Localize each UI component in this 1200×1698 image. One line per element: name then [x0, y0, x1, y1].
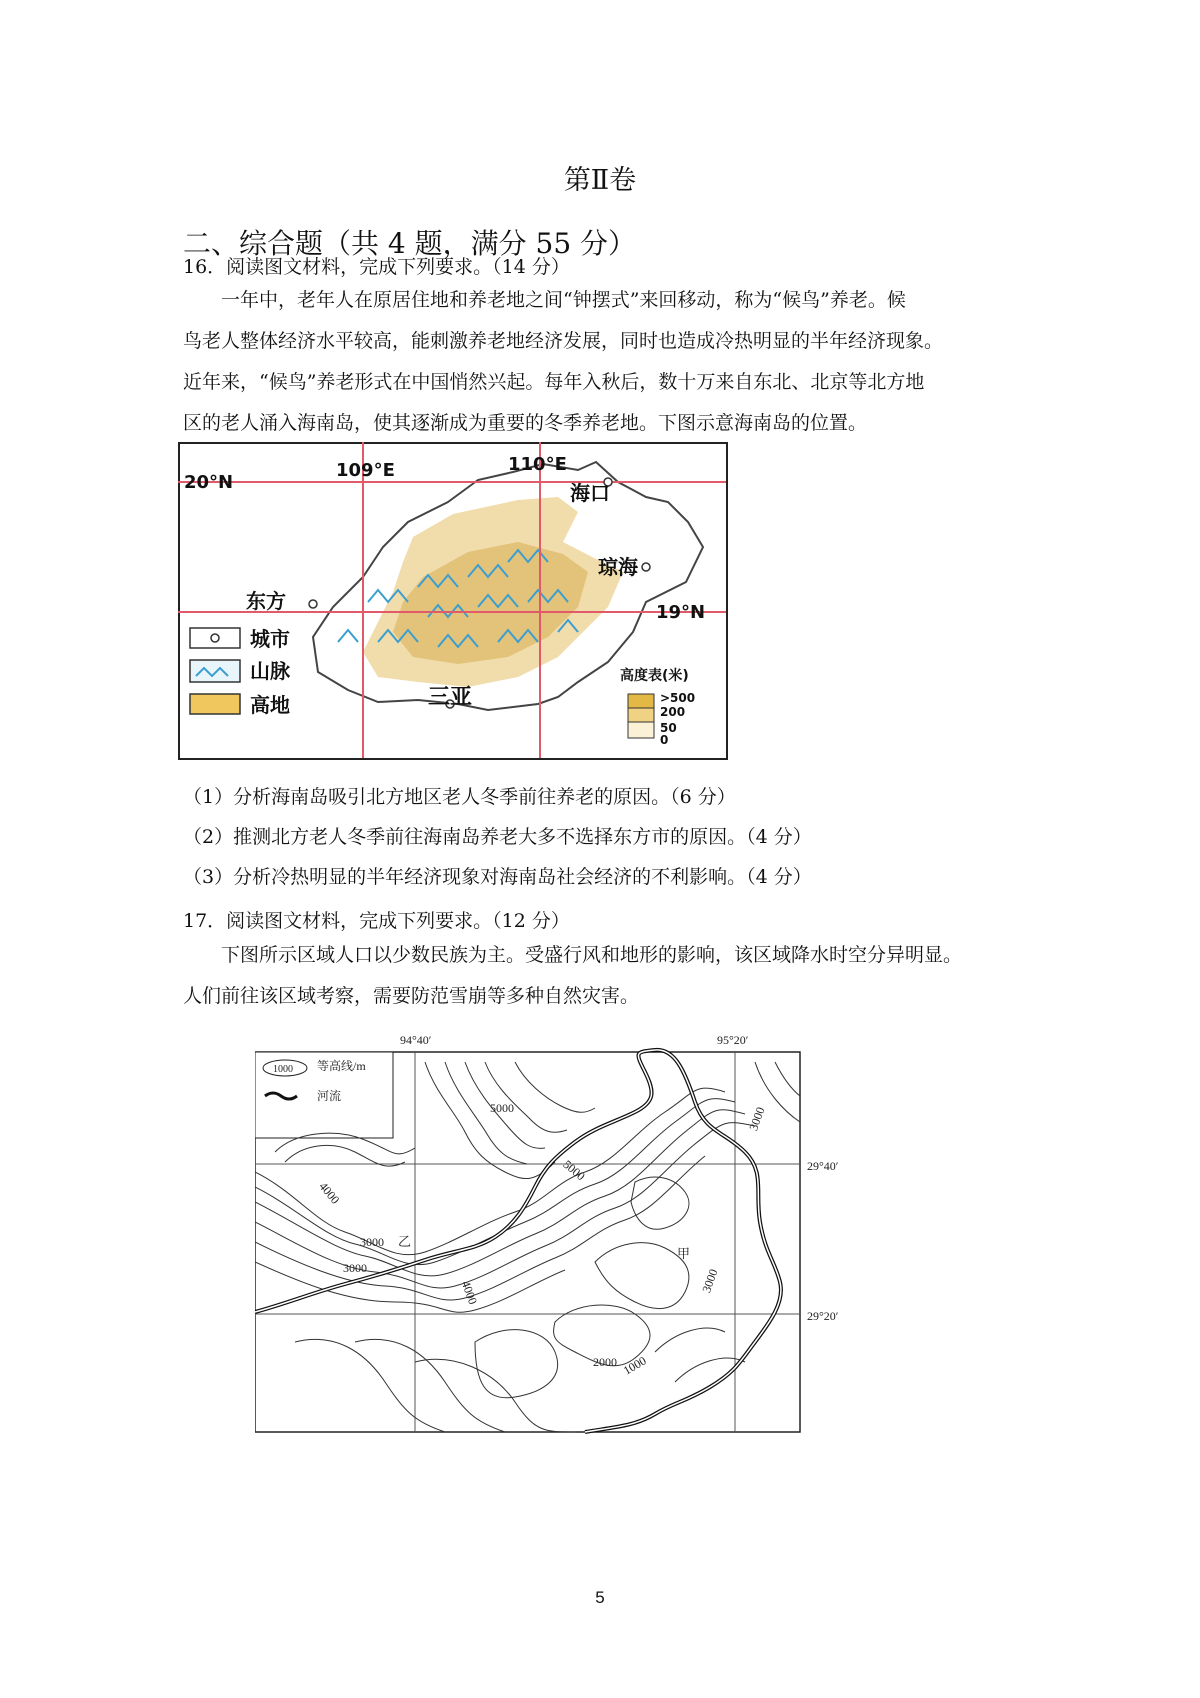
hainan-map — [178, 442, 738, 762]
lat-label: 29°20′ — [807, 1309, 839, 1323]
contour-map — [255, 1022, 875, 1440]
lon-label: 110°E — [508, 454, 567, 475]
legend-city: 城市 — [250, 627, 290, 651]
paragraph-line: 近年来，“候鸟”养老形式在中国悄然兴起。每年入秋后，数十万来自东北、北京等北方地 — [183, 371, 925, 393]
city-label: 三亚 — [428, 685, 473, 710]
place-label-yi: 乙 — [398, 1234, 412, 1249]
contour-label: 3000 — [746, 1105, 768, 1133]
section-title: 二、综合题（共 4 题，满分 55 分） — [183, 227, 637, 260]
legend-sample: 1000 — [273, 1064, 293, 1075]
question-16-heading: 16．阅读图文材料，完成下列要求。（14 分） — [183, 256, 570, 278]
sub-question: （3）分析冷热明显的半年经济现象对海南岛社会经济的不利影响。（4 分） — [183, 866, 812, 888]
question-17-heading: 17．阅读图文材料，完成下列要求。（12 分） — [183, 910, 570, 932]
place-label-jia: 甲 — [677, 1246, 691, 1261]
paragraph-line: 下图所示区域人口以少数民族为主。受盛行风和地形的影响，该区域降水时空分异明显。 — [221, 944, 963, 966]
city-label: 海口 — [570, 481, 610, 505]
lon-label: 95°20′ — [717, 1033, 749, 1047]
legend-river: 河流 — [317, 1089, 342, 1103]
page-number: 5 — [595, 1588, 605, 1607]
sub-question: （1）分析海南岛吸引北方地区老人冬季前往养老的原因。（6 分） — [183, 786, 736, 808]
question-17-paragraph — [183, 935, 1038, 1017]
paragraph-line: 鸟老人整体经济水平较高，能刺激养老地经济发展，同时也造成冷热明显的半年经济现象。 — [183, 330, 944, 352]
elevation-value: 50 — [660, 721, 677, 735]
volume-title: 第Ⅱ卷 — [563, 165, 637, 196]
legend-highland: 高地 — [250, 693, 290, 717]
lon-label: 94°40′ — [400, 1033, 432, 1047]
elevation-value: 200 — [660, 705, 686, 719]
question-16-paragraph — [183, 280, 1038, 444]
paragraph-line: 人们前往该区域考察，需要防范雪崩等多种自然灾害。 — [183, 985, 640, 1007]
legend-contour: 等高线/m — [317, 1059, 366, 1073]
city-marker — [642, 563, 650, 571]
paragraph-line: 区的老人涌入海南岛，使其逐渐成为重要的冬季养老地。下图示意海南岛的位置。 — [183, 412, 868, 434]
elevation-value: >500 — [660, 691, 696, 705]
sub-question: （2）推测北方老人冬季前往海南岛养老大多不选择东方市的原因。（4 分） — [183, 826, 812, 848]
lat-label: 19°N — [656, 602, 706, 623]
contour-label: 1000 — [620, 1353, 649, 1378]
contour-label: 2000 — [593, 1355, 617, 1369]
contour-label: 3000 — [360, 1235, 384, 1249]
lat-label: 29°40′ — [807, 1159, 839, 1173]
elevation-title: 高度表(米) — [620, 668, 689, 684]
paragraph-line: 一年中，老年人在原居住地和养老地之间“钟摆式”来回移动，称为“候鸟”养老。候 — [221, 289, 906, 311]
lat-label: 20°N — [184, 472, 234, 493]
city-label: 东方 — [246, 589, 286, 613]
contour-label: 3000 — [699, 1267, 721, 1295]
city-marker — [309, 600, 317, 608]
map-legend — [190, 627, 291, 717]
contour-label: 4000 — [316, 1179, 343, 1207]
contour-label: 4000 — [458, 1278, 481, 1307]
elevation-value: 0 — [660, 733, 669, 747]
contour-label: 3000 — [343, 1261, 367, 1275]
city-label: 琼海 — [598, 555, 638, 579]
legend-mountain: 山脉 — [250, 659, 290, 683]
lon-label: 109°E — [336, 460, 395, 481]
contour-legend — [255, 1052, 393, 1138]
contour-label: 5000 — [490, 1101, 514, 1115]
contour-label: 5000 — [560, 1157, 588, 1184]
